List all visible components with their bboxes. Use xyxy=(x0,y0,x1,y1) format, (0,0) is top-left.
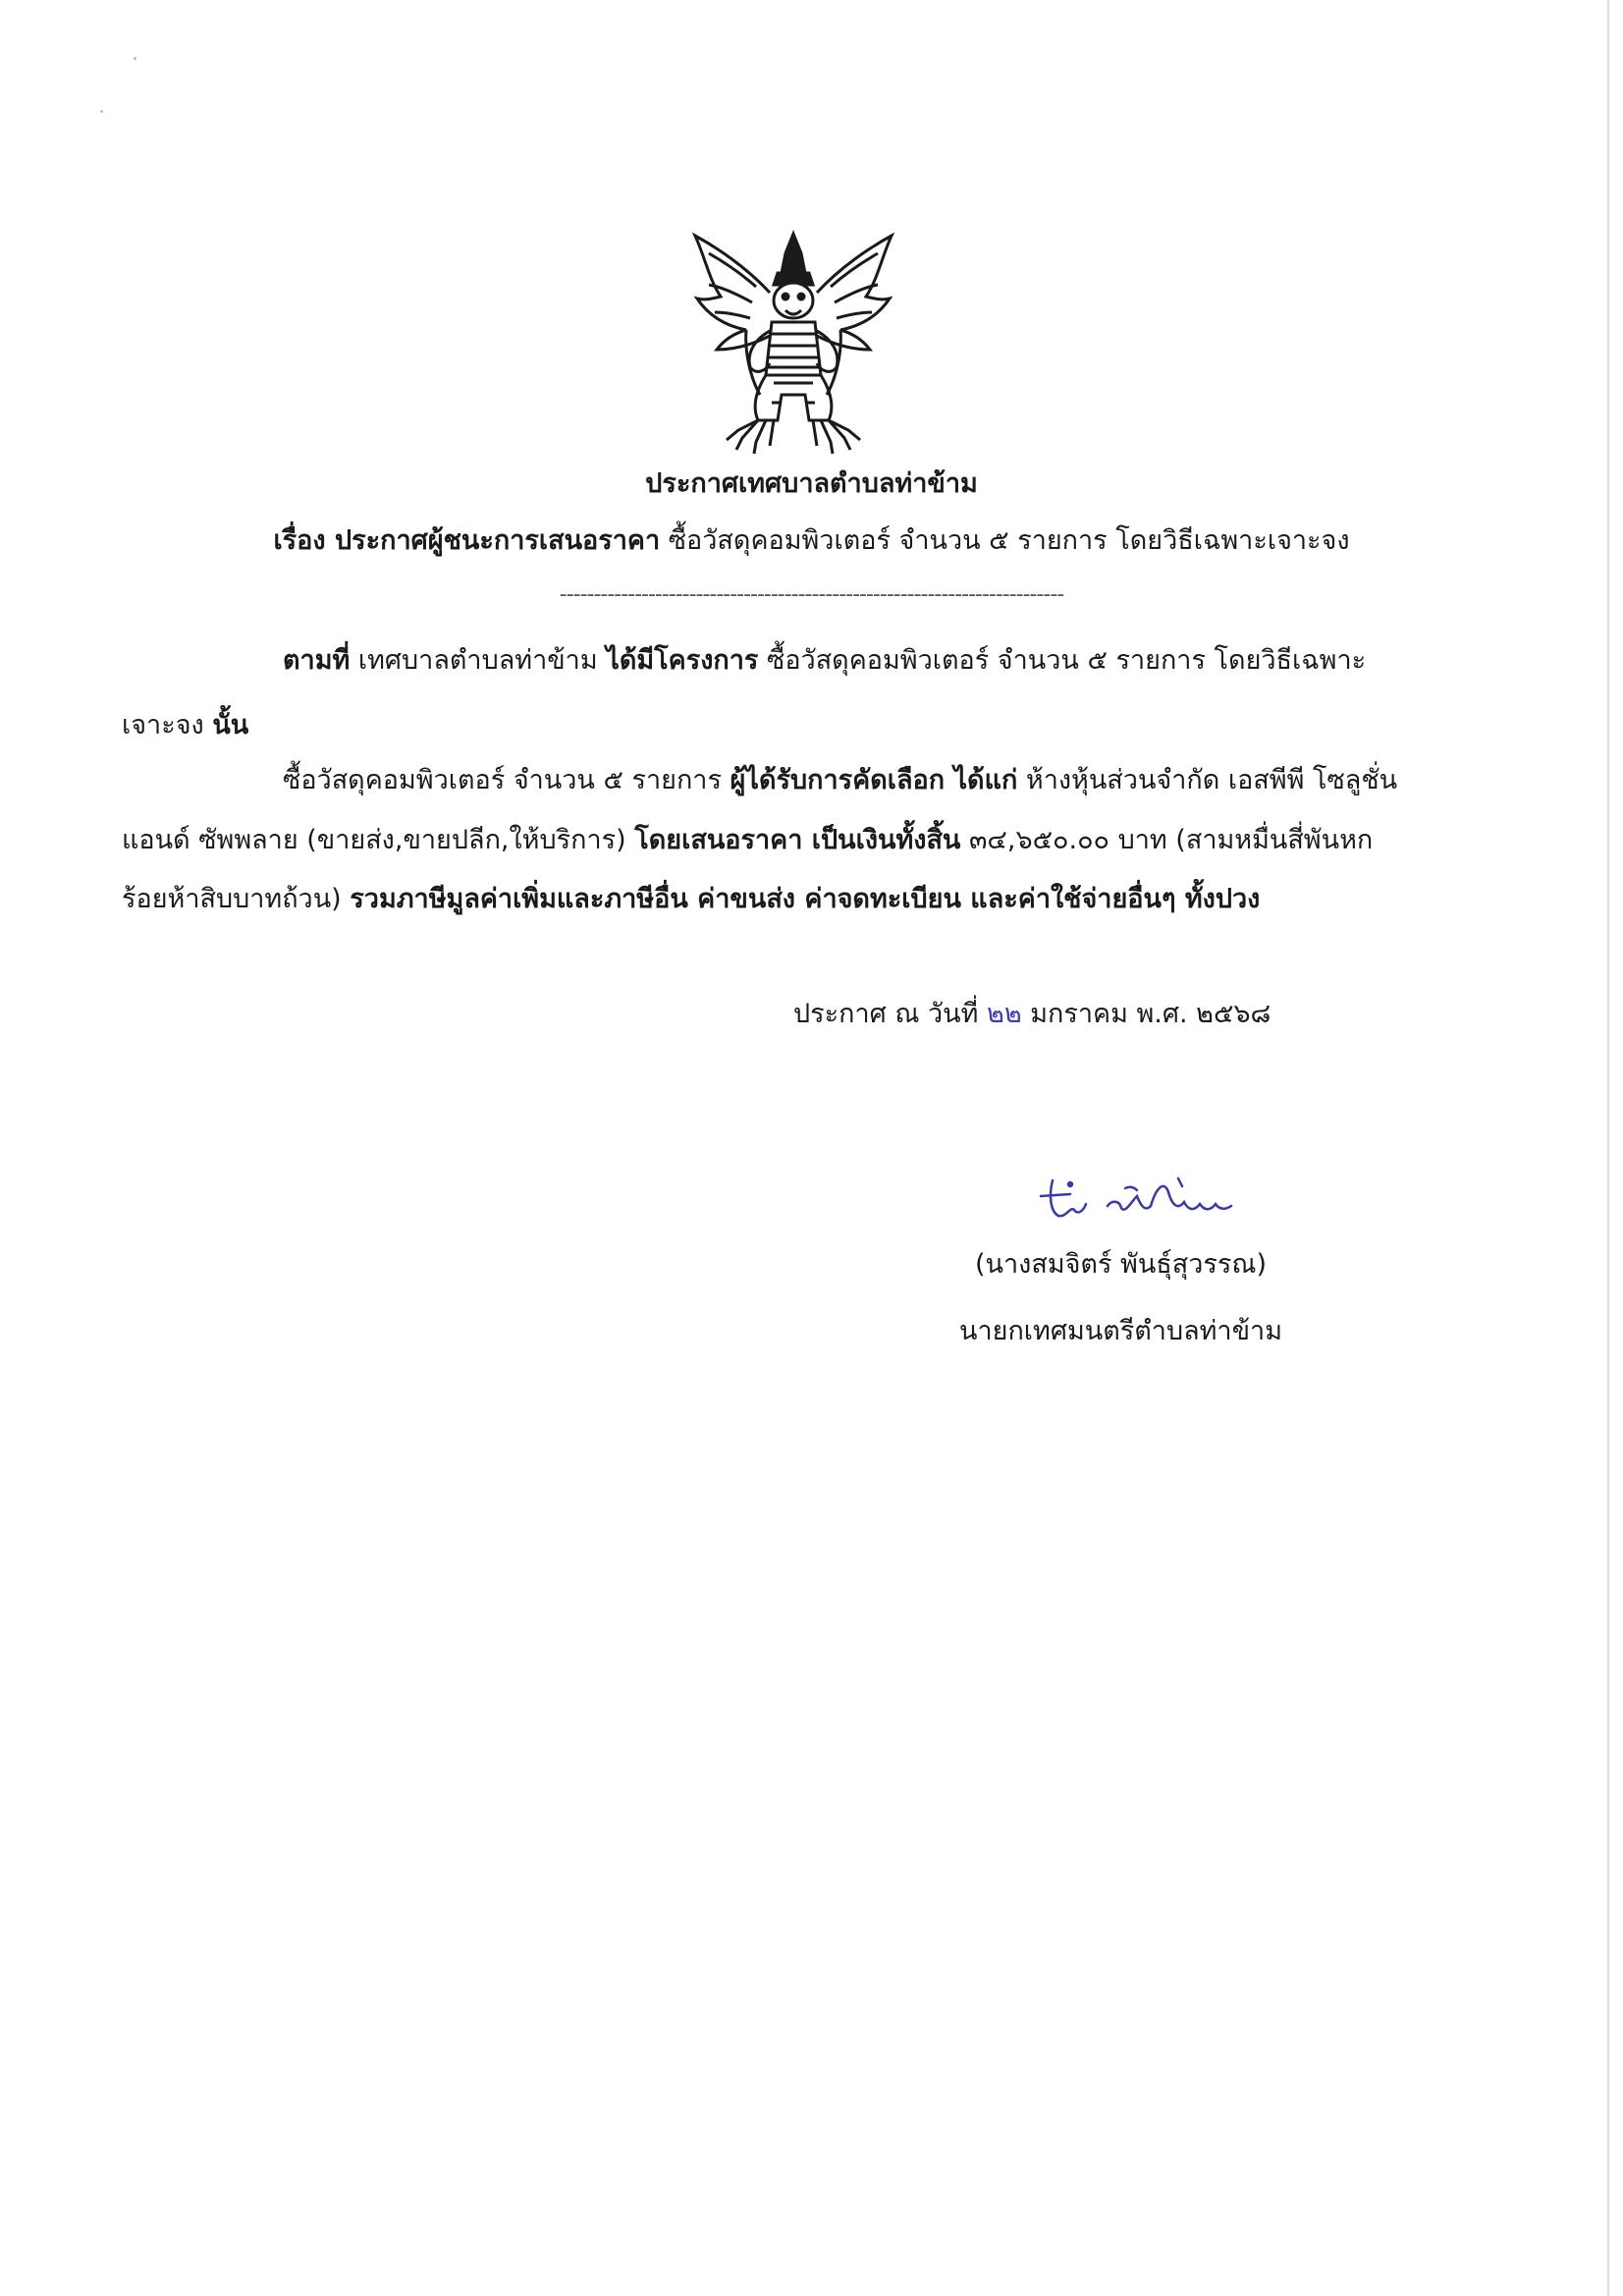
p2-line2-text-1: แอนด์ ซัพพลาย (ขายส่ง,ขายปลีก,ให้บริการ) xyxy=(122,825,635,855)
section-divider: -------------------------------------------------------------------------- xyxy=(559,582,1064,607)
handwritten-signature-icon xyxy=(1031,1167,1247,1235)
date-prefix: ประกาศ ณ วันที่ xyxy=(793,999,988,1029)
subject-label: เรื่อง ประกาศผู้ชนะการเสนอราคา xyxy=(273,525,661,556)
p2-text-1: ซื้อวัสดุคอมพิวเตอร์ จำนวน ๕ รายการ xyxy=(283,765,730,795)
p2-line2-bold: โดยเสนอราคา เป็นเงินทั้งสิ้น xyxy=(634,825,961,855)
announcement-subject xyxy=(0,519,1623,561)
scan-speck xyxy=(134,57,136,60)
p2-line3-text-1: ร้อยห้าสิบบาทถ้วน) xyxy=(122,884,351,914)
paragraph-2-line-1 xyxy=(283,758,1397,800)
p1-line2-text: เจาะจง xyxy=(122,710,213,740)
p2-line3-bold: รวมภาษีมูลค่าเพิ่มและภาษีอื่น ค่าขนส่ง ค่าจดทะเบียน และค่าใช้จ่ายอื่นๆ ทั้งปวง xyxy=(350,884,1261,914)
p2-bold-1: ผู้ได้รับการคัดเลือก ได้แก่ xyxy=(730,765,1018,795)
p1-line2-bold: นั้น xyxy=(212,710,249,740)
garuda-emblem-icon xyxy=(687,228,899,459)
scan-speck xyxy=(100,110,103,113)
p1-text-1: เทศบาลตำบลท่าข้าม xyxy=(350,645,607,676)
subject-text: ซื้อวัสดุคอมพิวเตอร์ จำนวน ๕ รายการ โดยวิธีเฉพาะเจาะจง xyxy=(660,525,1350,556)
paragraph-1-line-1 xyxy=(283,638,1366,681)
date-day: ๒๒ xyxy=(987,999,1022,1029)
p1-text-2: ซื้อวัสดุคอมพิวเตอร์ จำนวน ๕ รายการ โดยวิธีเฉพาะ xyxy=(758,645,1367,676)
announcement-title: ประกาศเทศบาลตำบลท่าข้าม xyxy=(645,468,978,499)
p1-bold-1: ตามที่ xyxy=(283,645,351,676)
p1-bold-2: ได้มีโครงการ xyxy=(606,645,759,676)
paragraph-2-line-3 xyxy=(122,877,1260,919)
page-edge-line xyxy=(1607,0,1609,2296)
paragraph-1-line-2 xyxy=(122,703,248,745)
signer-title: นายกเทศมนตรีตำบลท่าข้าม xyxy=(959,1316,1282,1346)
paragraph-2-line-2 xyxy=(122,818,1373,860)
p2-text-2: ห้างหุ้นส่วนจำกัด เอสพีพี โซลูชั่น xyxy=(1017,765,1398,795)
announcement-date xyxy=(793,992,1271,1034)
date-suffix: มกราคม พ.ศ. ๒๕๖๘ xyxy=(1021,999,1271,1029)
p2-line2-text-2: ๓๔,๖๕๐.๐๐ บาท (สามหมื่นสี่พันหก xyxy=(960,825,1374,855)
signer-name: (นางสมจิตร์ พันธุ์สุวรรณ) xyxy=(975,1249,1268,1280)
